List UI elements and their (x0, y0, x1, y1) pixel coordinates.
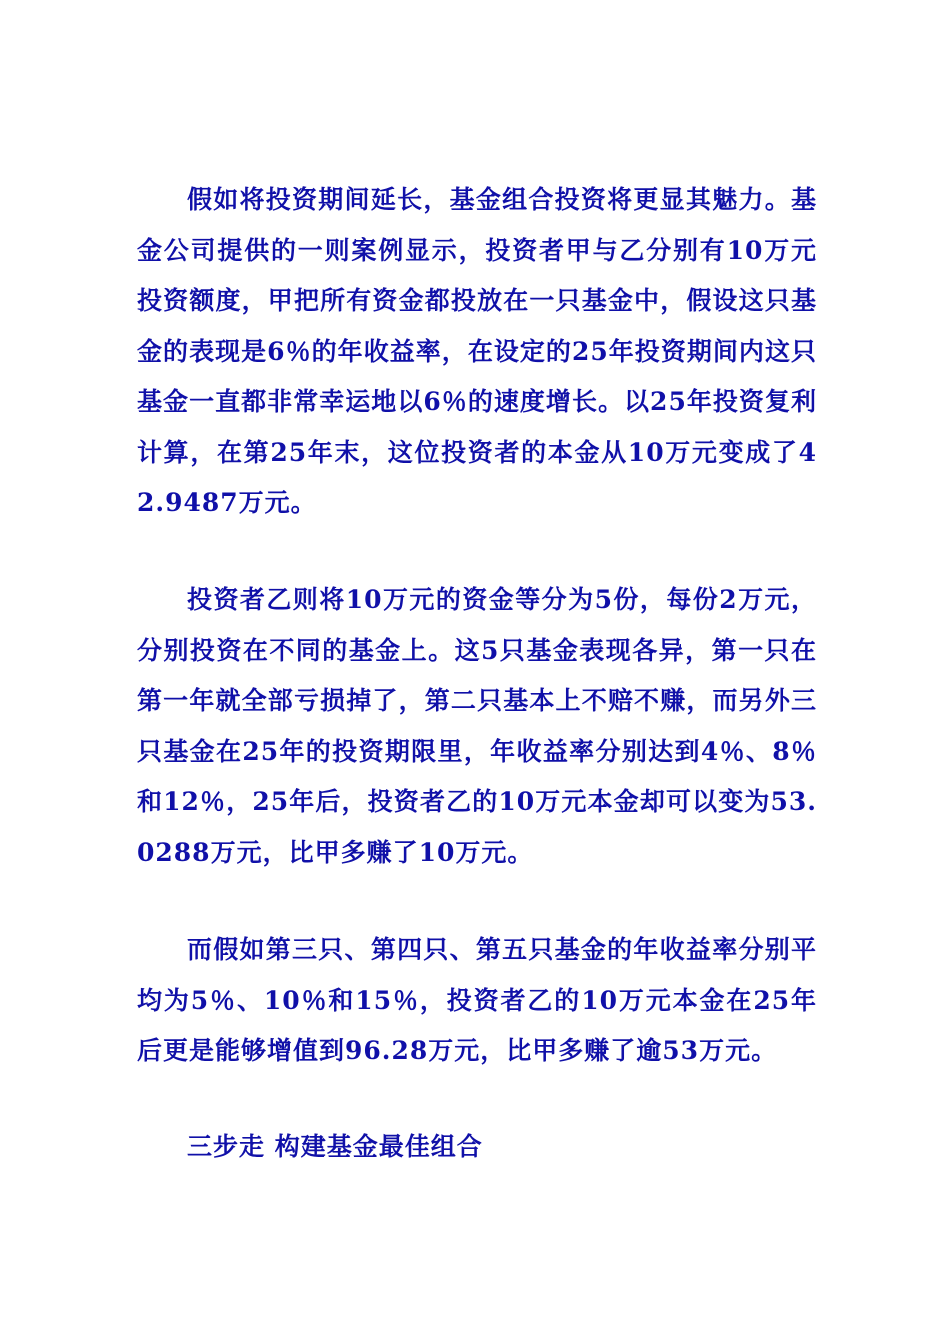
section-heading: 三步走 构建基金最佳组合 (187, 1132, 483, 1161)
paragraph-fund-portfolio-example: 假如将投资期间延长，基金组合投资将更显其魅力。基金公司提供的一则案例显示，投资者甲与乙分别有10万元投资额度，甲把所有资金都投放在一只基金中，假设这只基金的表现是6％的年收益率，在设定的25年投资期间内这只基金一直都非常幸运地以6％的速度增长。以25年投资复利计算，在第25年末，这位投资者的本金从10万元变成了42.9487万元。 (137, 185, 817, 517)
paragraph-investor-b-example: 投资者乙则将10万元的资金等分为5份，每份2万元，分别投资在不同的基金上。这5只基金表现各异，第一只在第一年就全部亏损掉了，第二只基本上不赔不赚，而另外三只基金在25年的投资期限里，年收益率分别达到4％、8％和12％，25年后，投资者乙的10万元本金却可以变为53.0288万元，比甲多赚了10万元。 (137, 585, 817, 867)
paragraph-alternative-returns: 而假如第三只、第四只、第五只基金的年收益率分别平均为5％、10％和15％，投资者乙的10万元本金在25年后更是能够增值到96.28万元，比甲多赚了逾53万元。 (137, 935, 817, 1065)
